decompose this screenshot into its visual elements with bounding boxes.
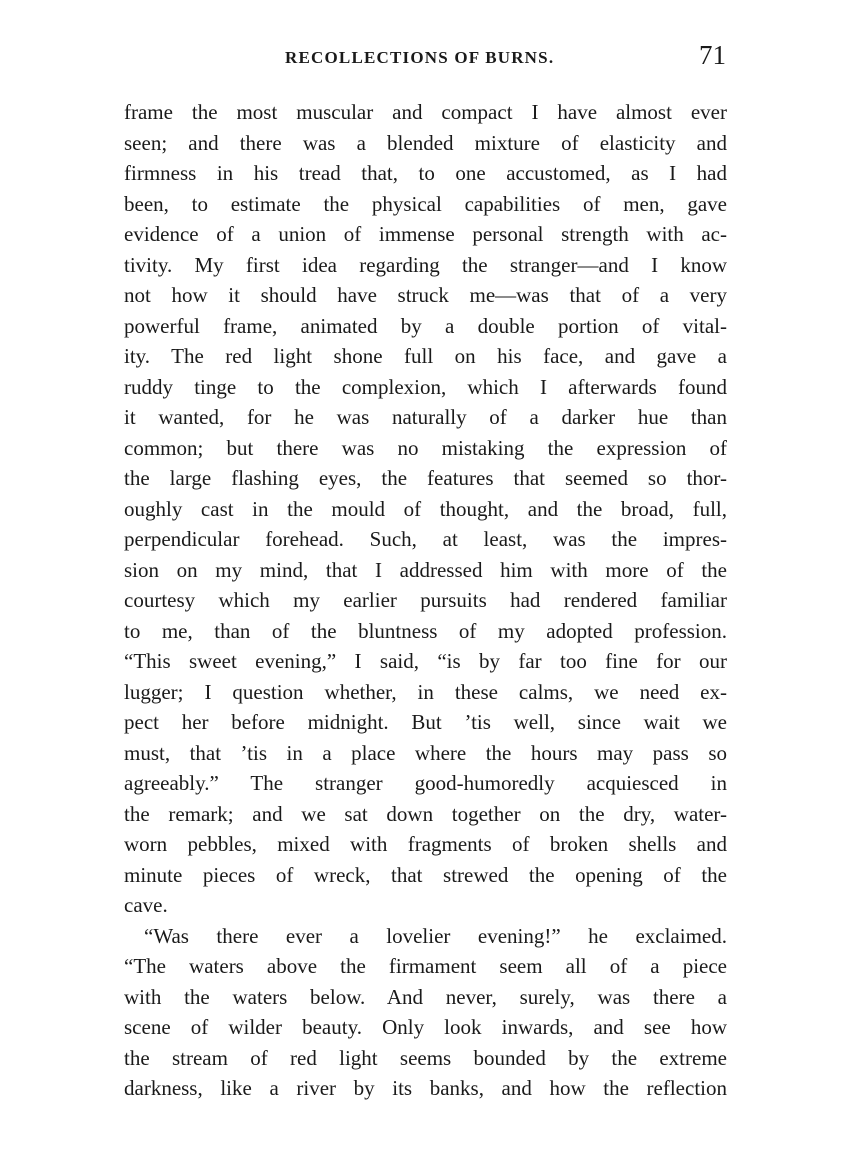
text-line: firmness in his tread that, to one accustomed, as I had — [124, 161, 727, 185]
text-line: pect her before midnight. But ’tis well, since wait we — [124, 710, 727, 734]
text-line: perpendicular forehead. Such, at least, was the impres- — [124, 527, 727, 551]
text-line: ruddy tinge to the complexion, which I afterwards found — [124, 374, 727, 399]
text-line: scene of wilder beauty. Only look inwards, and see how — [124, 1015, 727, 1039]
text-line: must, that ’tis in a place where the hours may pass so — [124, 740, 727, 765]
text-line: ity. The red light shone full on his face, and gave a — [124, 344, 727, 368]
text-line: “The waters above the firmament seem all of a piece — [124, 954, 727, 978]
text-line: been, to estimate the physical capabilities of men, gave — [124, 191, 727, 216]
text-line: worn pebbles, mixed with fragments of broken shells and — [124, 832, 727, 856]
text-line: darkness, like a river by its banks, and how the reflection — [124, 1076, 727, 1100]
text-line: evidence of a union of immense personal strength with ac- — [124, 222, 727, 246]
text-line: “Was there ever a lovelier evening!” he exclaimed. — [144, 923, 727, 948]
body-text — [124, 97, 727, 1104]
text-line: minute pieces of wreck, that strewed the opening of the — [124, 862, 727, 887]
text-line: courtesy which my earlier pursuits had rendered familiar — [124, 588, 727, 612]
text-line: sion on my mind, that I addressed him with more of the — [124, 557, 727, 582]
text-line: with the waters below. And never, surely, was there a — [124, 984, 727, 1009]
text-line: agreeably.” The stranger good-humoredly acquiesced in — [124, 771, 727, 795]
text-line: common; but there was no mistaking the expression of — [124, 435, 727, 460]
text-line: powerful frame, animated by a double portion of vital- — [124, 313, 727, 338]
text-line: lugger; I question whether, in these calms, we need ex- — [124, 679, 727, 704]
text-line: the stream of red light seems bounded by the extreme — [124, 1045, 727, 1070]
running-head: RECOLLECTIONS OF BURNS. — [285, 48, 555, 67]
text-line: oughly cast in the mould of thought, and the broad, full, — [124, 496, 727, 521]
text-line: cave. — [124, 893, 168, 917]
text-line: seen; and there was a blended mixture of elasticity and — [124, 130, 727, 155]
text-line: frame the most muscular and compact I have almost ever — [124, 100, 727, 124]
text-line: tivity. My first idea regarding the stranger—and I know — [124, 252, 727, 277]
text-line: “This sweet evening,” I said, “is by far too fine for our — [124, 649, 727, 673]
text-line: the remark; and we sat down together on the dry, water- — [124, 801, 727, 826]
text-line: not how it should have struck me—was that of a very — [124, 283, 727, 307]
text-line: it wanted, for he was naturally of a darker hue than — [124, 405, 727, 429]
text-line: to me, than of the bluntness of my adopted profession. — [124, 618, 727, 643]
text-line: the large flashing eyes, the features that seemed so thor- — [124, 466, 727, 490]
page-number: 71 — [699, 40, 726, 70]
